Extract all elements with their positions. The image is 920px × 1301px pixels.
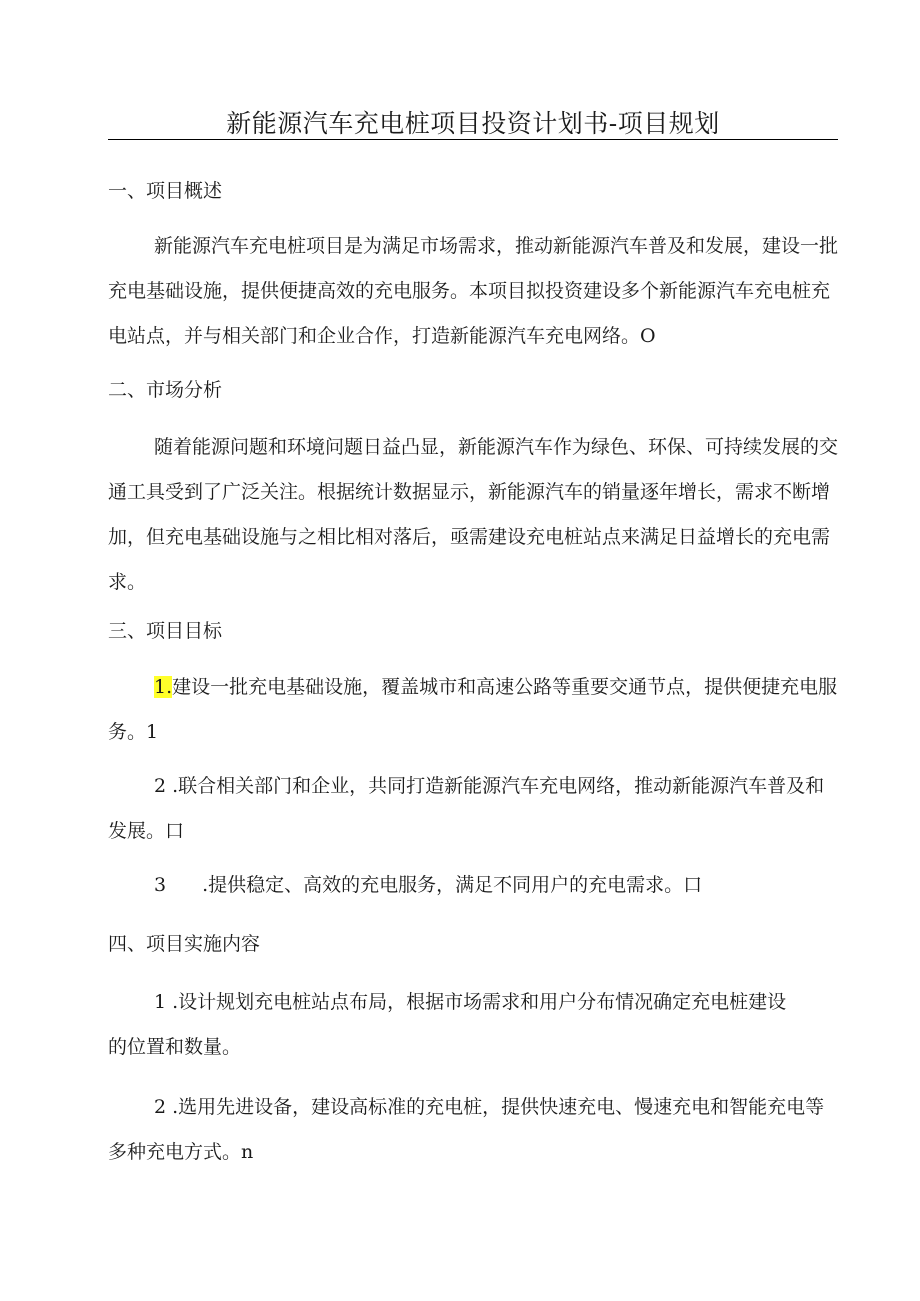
market-paragraph: 随着能源问题和环境问题日益凸显，新能源汽车作为绿色、环保、可持续发展的交通工具受到了广泛关注。根据统计数据显示，新能源汽车的销量逐年增长，需求不断增加，但充电基础设施与之相比相对落后，亟需建设充电桩站点来满足日益增长的充电需求。 (108, 436, 839, 593)
goal-item-1-text: 建设一批充电基础设施，覆盖城市和高速公路等重要交通节点，提供便捷充电服务。1 (108, 676, 838, 743)
overview-paragraph: 新能源汽车充电桩项目是为满足市场需求，推动新能源汽车普及和发展，建设一批充电基础设施，提供便捷高效的充电服务。本项目拟投资建设多个新能源汽车充电桩充电站点，并与相关部门和企业合作，打造新能源汽车充电网络。O (108, 235, 839, 347)
implementation-item-1-number: 1 . (154, 991, 179, 1013)
section-heading-goals: 三、项目目标 (108, 620, 223, 642)
goal-item-1 (108, 665, 842, 755)
goal-item-3-number: 3 (154, 874, 167, 896)
implementation-item-2-text: 选用先进设备，建设高标准的充电桩，提供快速充电、慢速充电和智能充电等多种充电方式。n (108, 1096, 825, 1163)
document-title: 新能源汽车充电桩项目投资计划书-项目规划 (226, 109, 720, 138)
implementation-item-2-number: 2 . (154, 1096, 179, 1118)
goal-item-3-text: .提供稳定、高效的充电服务，满足不同用户的充电需求。口 (202, 874, 703, 896)
section-heading-market: 二、市场分析 (108, 379, 223, 401)
goal-item-2-text: 联合相关部门和企业，共同打造新能源汽车充电网络，推动新能源汽车普及和发展。口 (108, 775, 825, 842)
section-heading-overview: 一、项目概述 (108, 180, 223, 202)
goal-item-3 (108, 863, 842, 908)
goal-item-1-number: 1. (154, 676, 173, 698)
goal-item-2 (108, 764, 842, 854)
goal-item-2-number: 2 . (154, 775, 179, 797)
implementation-item-1 (108, 980, 798, 1070)
section-heading-implementation: 四、项目实施内容 (108, 933, 261, 955)
implementation-item-1-text: 设计规划充电桩站点布局，根据市场需求和用户分布情况确定充电桩建设的位置和数量。 (108, 991, 787, 1058)
title-rule (108, 139, 838, 140)
implementation-item-2 (108, 1085, 842, 1175)
